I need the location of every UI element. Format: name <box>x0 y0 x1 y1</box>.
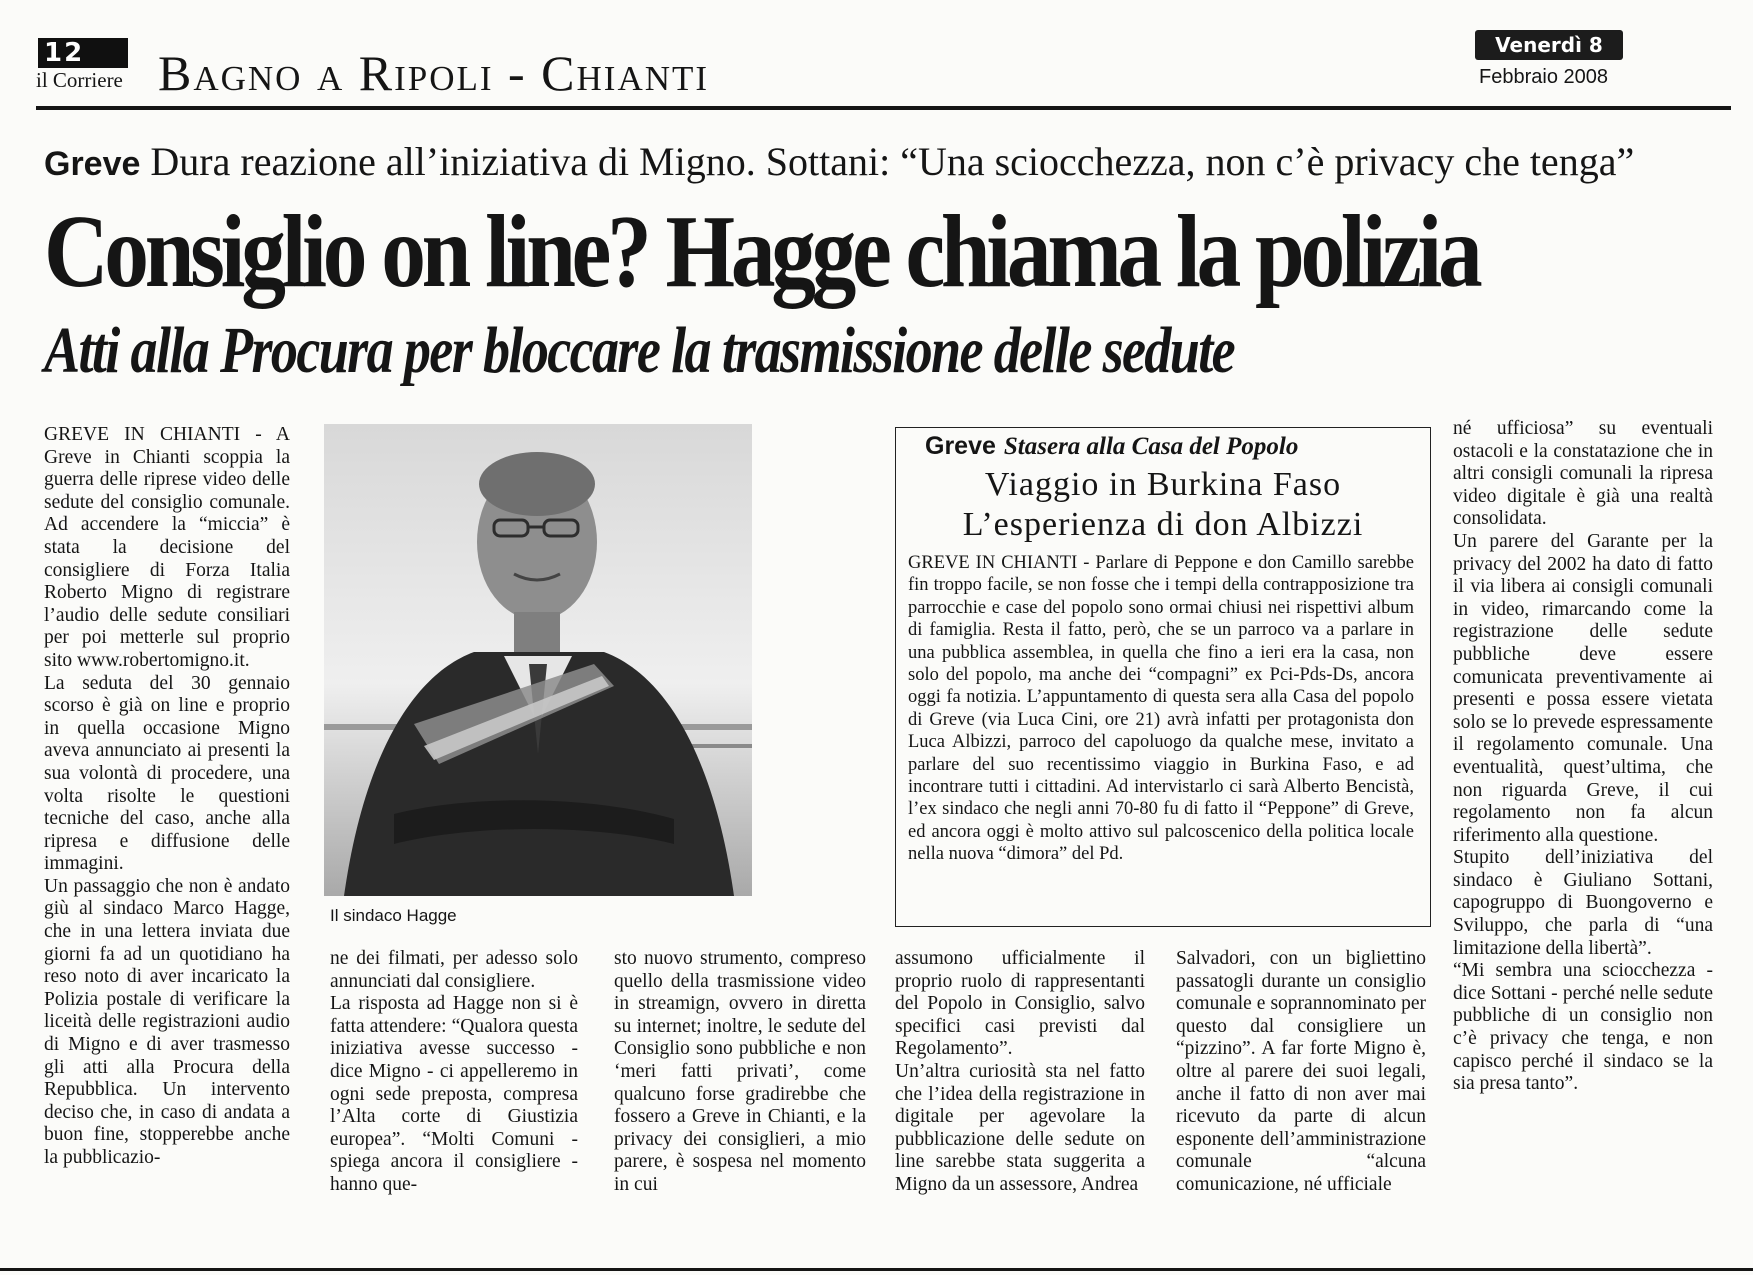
headline: Consiglio on line? Hagge chiama la polizia <box>44 194 1479 309</box>
page-bottom-rule <box>0 1268 1753 1271</box>
article-paragraph: “Mi sembra una sciocchezza - dice Sottani - perché nelle sedute pubbliche di un consiglio non c’è privacy che tenga, e non capisco perché il sindaco se la sia presa tanto”. <box>1453 960 1713 1095</box>
article-paragraph: GREVE IN CHIANTI - A Greve in Chianti scoppia la guerra delle riprese video delle sedute del consiglio comunale. Ad accendere la “miccia” è stata la decisione del consigliere di Forza Italia Roberto Migno di registrare l’audio delle sedute consiliari per poi metterle sul proprio sito www.robertomigno.it. <box>44 424 290 671</box>
header-rule <box>36 106 1731 110</box>
sidebar-kicker-location: Greve <box>925 432 996 460</box>
article-column-2 <box>330 948 578 1197</box>
mayor-portrait-illustration <box>324 424 752 896</box>
issue-date: Febbraio 2008 <box>1479 66 1608 88</box>
article-paragraph: Stupito dell’iniziativa del sindaco è Giuliano Sottani, capogruppo di Buongoverno e Sviluppo, che parla di “una limitazione della libertà”. <box>1453 847 1713 959</box>
sidebar-title-line1: Viaggio in Burkina Faso <box>984 466 1342 503</box>
article-paragraph: Un’altra curiosità sta nel fatto che l’idea della registrazione in digitale per agevolare la pubblicazione delle sedute on line sarebbe stata suggerita a Migno da un assessore, Andrea <box>895 1060 1145 1195</box>
kicker-location: Greve <box>44 145 141 183</box>
article-paragraph: La seduta del 30 gennaio scorso è già on line e proprio in quella occasione Migno aveva annunciato ai presenti la sua volontà di procedere, una volta risolte le questioni tecniche del caso, anche alla ripresa e diffusione delle immagini. <box>44 672 290 875</box>
sidebar-kicker-tag: Stasera alla Casa del Popolo <box>1003 433 1299 460</box>
article-column-6 <box>1453 418 1713 1096</box>
section-title: Bagno a Ripoli - Chianti <box>158 45 710 101</box>
sidebar-body <box>908 552 1414 866</box>
article-column-3 <box>614 948 866 1197</box>
article-kicker <box>44 138 1634 185</box>
article-paragraph: Un passaggio che non è andato giù al sindaco Marco Hagge, che in una lettera inviata due giorni fa ad un quotidiano ha reso noto di aver incaricato la Polizia postale di verificare la liceità delle registrazioni audio di Migno e di aver trasmesso gli atti alla Procura della Repubblica. Un intervento deciso che, in caso di andata a buon fine, stopperebbe anche la pubblicazio- <box>44 875 290 1168</box>
page-number: 12 <box>38 38 128 68</box>
article-column-5 <box>1176 948 1426 1197</box>
article-paragraph: ne dei filmati, per adesso solo annunciati dal consigliere. <box>330 948 578 992</box>
article-column-1 <box>44 424 290 1170</box>
sidebar-kicker <box>925 432 1298 461</box>
sidebar-paragraph: GREVE IN CHIANTI - Parlare di Peppone e don Camillo sarebbe fin troppo facile, se non fosse che i tempi della contrapposizione tra parrocchie e case del popolo sono ormai chiusi nei rispettivi album di famiglia. Resta il fatto, però, che se un parroco va a parlare in una pubblica assemblea, in quella che fino a ieri era la casa, non solo del popolo, ma anche dei “compagni” ex Pci-Pds-Ds, ancora oggi fa notizia. L’appuntamento di questa sera alla Casa del popolo di Greve (via Luca Cini, ore 21) avrà infatti per protagonista don Luca Albizzi, parroco del capoluogo da qualche mese, invitato a parlare del suo recentissimo viaggio in Burkina Faso, e ad incontrare tutti i cittadini. Ad intervistarlo ci sarà Alberto Bencistà, l’ex sindaco che negli anni 70-80 fu di fatto il “Peppone” di Greve, ed ancora oggi è molto attivo sul palcoscenico della politica locale nella nuova “dimora” del Pd. <box>908 553 1414 865</box>
article-paragraph: assumono ufficialmente il proprio ruolo di rappresentanti del Popolo in Consiglio, salvo specifici casi previsti dal Regolamento”. <box>895 948 1145 1060</box>
sidebar-title-line2: L’esperienza di don Albizzi <box>962 506 1364 543</box>
subheadline: Atti alla Procura per bloccare la trasmissione delle sedute <box>44 314 1235 387</box>
article-paragraph: Salvadori, con un bigliettino passatogli durante un consiglio comunale e soprannominato per questo dal consigliere un “pizzino”. A far forte Migno è, oltre al parere dei suoi legali, anche il fatto di non aver mai ricevuto da parte di alcun esponente dell’amministrazione comunale “alcuna comunicazione, né ufficiale <box>1176 948 1426 1195</box>
kicker-text: Dura reazione all’iniziativa di Migno. Sottani: “Una sciocchezza, non c’è privacy che tenga” <box>150 139 1635 184</box>
newspaper-name: il Corriere <box>36 68 123 92</box>
article-paragraph: né ufficiosa” su eventuali ostacoli e la constatazione che in altri consigli comunali la ripresa video digitale è già una realtà consolidata. <box>1453 418 1713 530</box>
article-paragraph: Un parere del Garante per la privacy del 2002 ha dato di fatto il via libera ai consigli comunali in video, rimarcando come la registrazione delle sedute pubbliche deve essere comunicata preventivamente ai presenti e possa essere vietata solo se lo prevede espressamente il regolamento comunale. Una eventualità, quest’ultima, che non riguarda Greve, il cui regolamento non fa alcun riferimento alla questione. <box>1453 530 1713 846</box>
issue-day: Venerdì 8 <box>1475 30 1623 60</box>
article-paragraph: sto nuovo strumento, compreso quello della trasmissione video in streamign, ovvero in diretta su internet; inoltre, le sedute del Consiglio sono pubbliche e non ‘meri fatti privati’, come qualcuno forse gradirebbe che fossero a Greve in Chianti, e la privacy dei consiglieri, a mio parere, è sospesa nel momento in cui <box>614 948 866 1195</box>
photo-caption: Il sindaco Hagge <box>330 906 457 925</box>
mayor-photo <box>324 424 752 896</box>
article-paragraph: La risposta ad Hagge non si è fatta attendere: “Qualora questa iniziativa avesse successo - dice Migno - ci appelleremo in ogni sede preposta, compresa l’Alta corte di Giustizia europea”. “Molti Comuni - spiega ancora il consigliere - hanno que- <box>330 993 578 1195</box>
article-column-4 <box>895 948 1145 1197</box>
